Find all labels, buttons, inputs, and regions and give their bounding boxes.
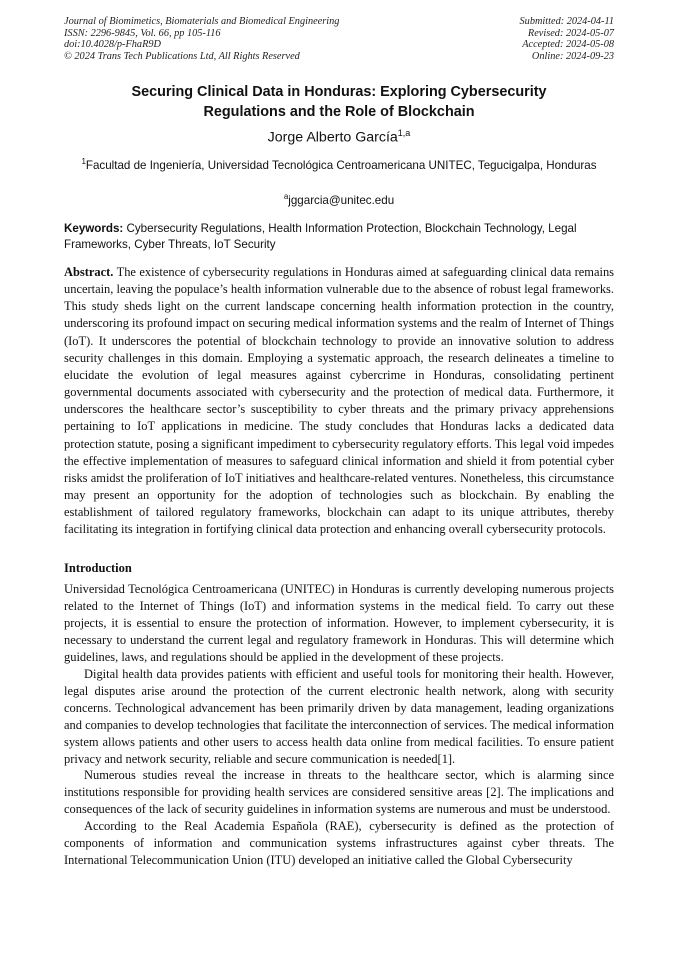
author-line — [64, 128, 614, 146]
date-submitted: Submitted: 2024-04-11 — [519, 16, 614, 27]
journal-header — [64, 16, 614, 62]
paper-title — [64, 82, 614, 122]
author-name: Jorge Alberto García — [267, 129, 398, 146]
paragraph: According to the Real Academia Española (RAE), cybersecurity is defined as the protection of components of information and communication systems infrastructures against cyber threats. The International Telecommunication Union (ITU) developed an initiative called the Global Cybersecurity — [64, 819, 614, 868]
section-heading-introduction: Introduction — [64, 561, 132, 575]
date-revised: Revised: 2024-05-07 — [527, 27, 614, 39]
affiliation — [80, 154, 598, 174]
title-line-1: Securing Clinical Data in Honduras: Exploring Cybersecurity — [131, 84, 547, 100]
journal-issn: ISSN: 2296-9845, Vol. 66, pp 105-116 — [64, 27, 221, 39]
affiliation-text: Facultad de Ingeniería, Universidad Tecnológica Centroamericana UNITEC, Tegucigalpa, Honduras — [85, 158, 597, 172]
paragraph: Numerous studies reveal the increase in threats to the healthcare sector, which is alarming since institutions responsible for providing health services are considered sensitive areas [2]. The implications and consequences of the lack of security guidelines in information systems are numerous and must be understood. — [64, 768, 614, 817]
keywords-text: Cybersecurity Regulations, Health Information Protection, Blockchain Technology, Legal Frameworks, Cyber Threats, IoT Security — [64, 222, 577, 251]
abstract-label: Abstract. — [64, 265, 114, 279]
author-email — [64, 192, 614, 207]
paragraph: Universidad Tecnológica Centroamericana (UNITEC) in Honduras is currently developing numerous projects related to the Internet of Things (IoT) and information systems in the medical field. To carry out these projects, it is essential to ensure the protection of information. However, to implement cybersecurity, it is necessary to understand the current legal and regulatory framework in Honduras. This will determine which guidelines, laws, and regulations should be applied in the development of these projects. — [64, 582, 614, 664]
journal-name: Journal of Biomimetics, Biomaterials and Biomedical Engineering — [64, 16, 340, 27]
affiliation-superscript: 1 — [81, 157, 86, 166]
journal-info — [64, 16, 339, 62]
paragraph: Digital health data provides patients with efficient and useful tools for monitoring their health. However, legal disputes arise around the protection of the current electronic health network, along with security concerns. Technological advancement has been primarily driven by data management, leading organizations and companies to develop technologies that facilitate the interconnection of services. The medical information system allows patients and other users to access health data online from medical facilities. To ensure patient privacy and network security, reliable and secure communication is needed[1]. — [64, 666, 614, 766]
keywords-label: Keywords: — [64, 222, 124, 235]
author-superscript: 1,a — [397, 128, 411, 138]
email-superscript: a — [283, 192, 289, 201]
introduction-body — [64, 581, 614, 869]
journal-copyright: © 2024 Trans Tech Publications Ltd, All Rights Reserved — [64, 50, 300, 62]
publication-dates — [520, 16, 614, 62]
keywords — [64, 221, 616, 253]
abstract-text: The existence of cybersecurity regulations in Honduras aimed at safeguarding clinical data remains uncertain, leaving the populace’s health information vulnerable due to the absence of robust legal frameworks. This study sheds light on the current landscape concerning health information protection in the country, underscoring its profound impact on securing medical information systems and the realm of Internet of Things (IoT). It underscores the potential of blockchain technology to provide an innovative solution to address security challenges in this domain. Employing a systematic approach, the research delineates a timeline to elucidate the evolution of legal measures against cybercrime in Honduras, consolidating pertinent governmental documents associated with cybersecurity and the protection of medical data. Furthermore, it underscores the healthcare sector’s susceptibility to cyber threats and the primary privacy apprehensions pertaining to IoT applications in medicine. The study concludes that Honduras lacks a dedicated data protection statute, posing a significant impediment to cybersecurity regulatory efforts. This legal void impedes the effective implementation of measures to safeguard clinical information and shield it from potential cyber risks amidst the proliferation of IoT initiatives and healthcare-related ventures. Nonetheless, this circumstance may present an opportunity for the adoption of technologies such as blockchain. By enabling the establishment of tailored regulatory frameworks, blockchain can adapt to its unique attributes, thereby facilitating its integration in fortifying clinical data protection and enhancing overall cybersecurity protocols. — [64, 265, 614, 537]
abstract — [64, 264, 614, 539]
date-accepted: Accepted: 2024-05-08 — [522, 39, 614, 51]
title-line-2: Regulations and the Role of Blockchain — [203, 104, 475, 120]
date-online: Online: 2024-09-23 — [531, 50, 614, 62]
journal-doi: doi:10.4028/p-FhaR9D — [64, 39, 161, 51]
email-address[interactable]: jggarcia@unitec.edu — [288, 193, 395, 207]
